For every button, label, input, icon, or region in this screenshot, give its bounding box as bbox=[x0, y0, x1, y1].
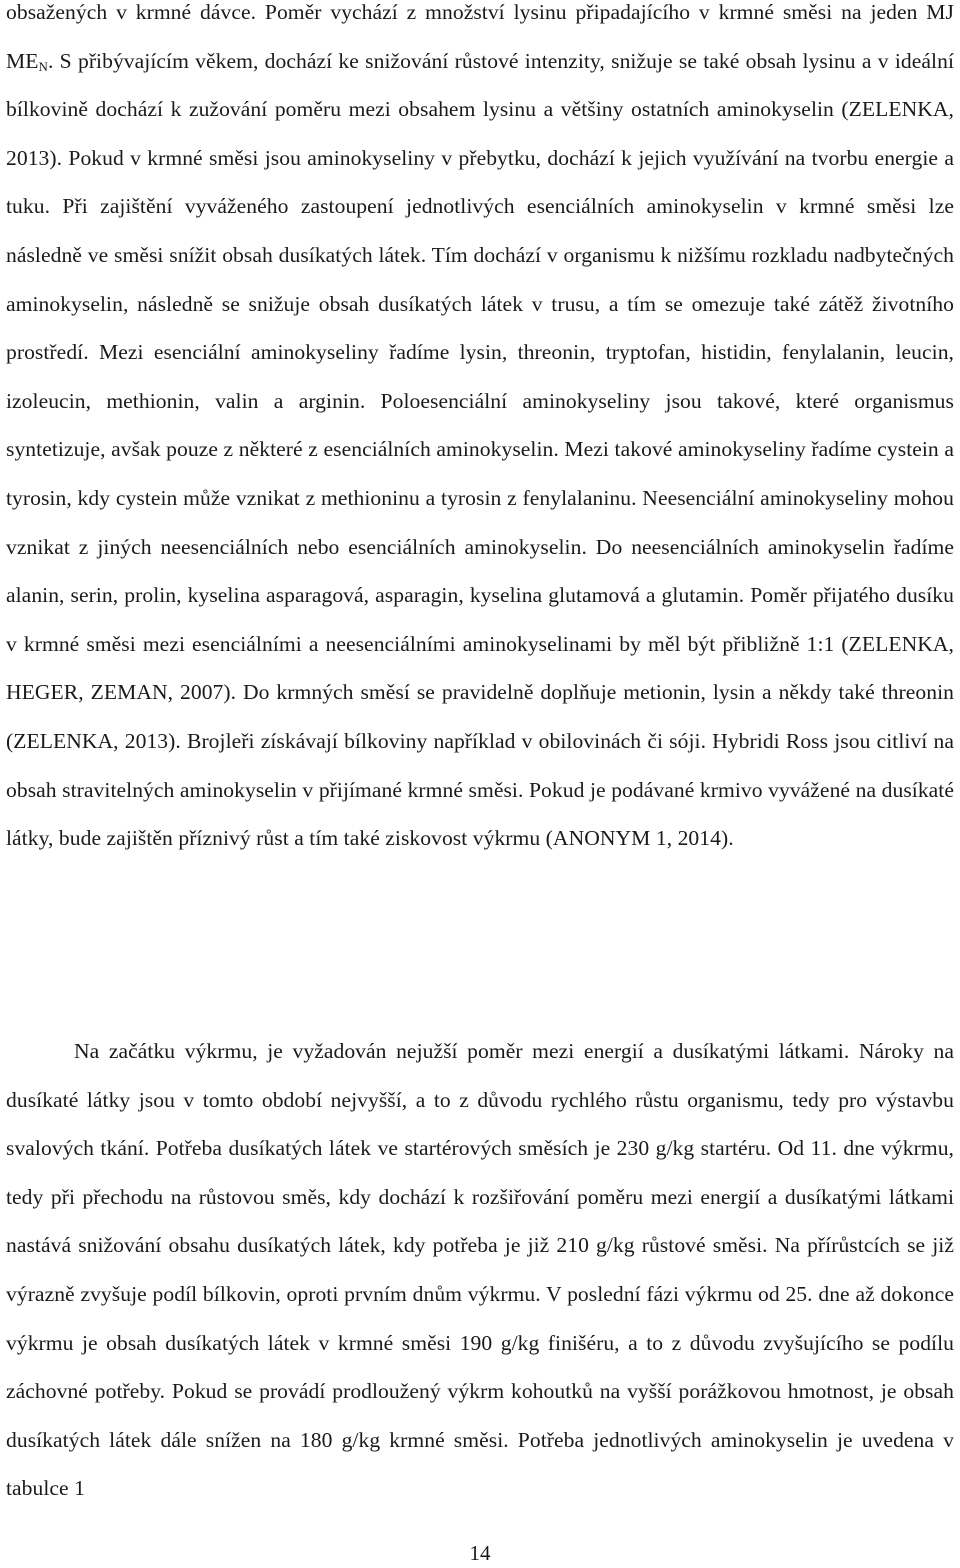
subscript-n: N bbox=[38, 58, 48, 74]
paragraph-1-text-start: obsažených v krmné dávce. Poměr vychází z množství lysinu připadajícího v krmné směsi na jeden MJ ME bbox=[6, 0, 954, 73]
body-paragraph-2: Na začátku výkrmu, je vyžadován nejužší poměr mezi energií a dusíkatými látkami. Nároky na dusíkaté látky jsou v tomto období nejvyšší, a to z důvodu rychlého růstu organismu, tedy pro výstavbu svalových tkání. Potřeba dusíkatých látek ve startérových směsích je 230 g/kg startéru. Od 11. dne výkrmu, tedy při přechodu na růstovou směs, kdy dochází k rozšiřování poměru mezi energií a dusíkatými látkami nastává snižování obsahu dusíkatých látek, kdy potřeba je již 210 g/kg růstové směsi. Na přírůstcích se již výrazně zvyšuje podíl bílkovin, oproti prvním dnům výkrmu. V poslední fázi výkrmu od 25. dne až dokonce výkrmu je obsah dusíkatých látek v krmné směsi 190 g/kg finišéru, a to z důvodu zvyšujícího se podílu záchovné potřeby. Pokud se provádí prodloužený výkrm kohoutků na vyšší porážkovou hmotnost, je obsah dusíkatých látek dále snížen na 180 g/kg krmné směsi. Potřeba jednotlivých aminokyselin je uvedena v tabulce 1 bbox=[6, 1039, 954, 1501]
body-paragraph-1 bbox=[6, 0, 954, 863]
paragraph-1-text-end: . S přibývajícím věkem, dochází ke snižování růstové intenzity, snižuje se také obsah lysinu a v ideální bílkovině dochází k zužování poměru mezi obsahem lysinu a většiny ostatních aminokyselin (ZELENKA, 2013). Pokud v krmné směsi jsou aminokyseliny v přebytku, dochází k jejich využívání na tvorbu energie a tuku. Při zajištění vyváženého zastoupení jednotlivých esenciálních aminokyselin v krmné směsi lze následně ve směsi snížit obsah dusíkatých látek. Tím dochází v organismu k nižšímu rozkladu nadbytečných aminokyselin, následně se snižuje obsah dusíkatých látek v trusu, a tím se omezuje také zátěž životního prostředí. Mezi esenciální aminokyseliny řadíme lysin, threonin, tryptofan, histidin, fenylalanin, leucin, izoleucin, methionin, valin a arginin. Poloesenciální aminokyseliny jsou takové, které organismus syntetizuje, avšak pouze z některé z esenciálních aminokyselin. Mezi takové aminokyseliny řadíme cystein a tyrosin, kdy cystein může vznikat z methioninu a tyrosin z fenylalaninu. Neesenciální aminokyseliny mohou vznikat z jiných neesenciálních nebo esenciálních aminokyselin. Do neesenciálních aminokyselin řadíme alanin, serin, prolin, kyselina asparagová, asparagin, kyselina glutamová a glutamin. Poměr přijatého dusíku v krmné směsi mezi esenciálními a neesenciálními aminokyselinami by měl být přibližně 1:1 (ZELENKA, HEGER, ZEMAN, 2007). Do krmných směsí se pravidelně doplňuje metionin, lysin a někdy také threonin (ZELENKA, 2013). Brojleři získávají bílkoviny například v obilovinách či sóji. Hybridi Ross jsou citliví na obsah stravitelných aminokyselin v přijímané krmné směsi. Pokud je podávané krmivo vyvážené na dusíkaté látky, bude zajištěn příznivý růst a tím také ziskovost výkrmu (ANONYM 1, 2014). bbox=[6, 48, 954, 851]
page-number: 14 bbox=[469, 1541, 491, 1565]
